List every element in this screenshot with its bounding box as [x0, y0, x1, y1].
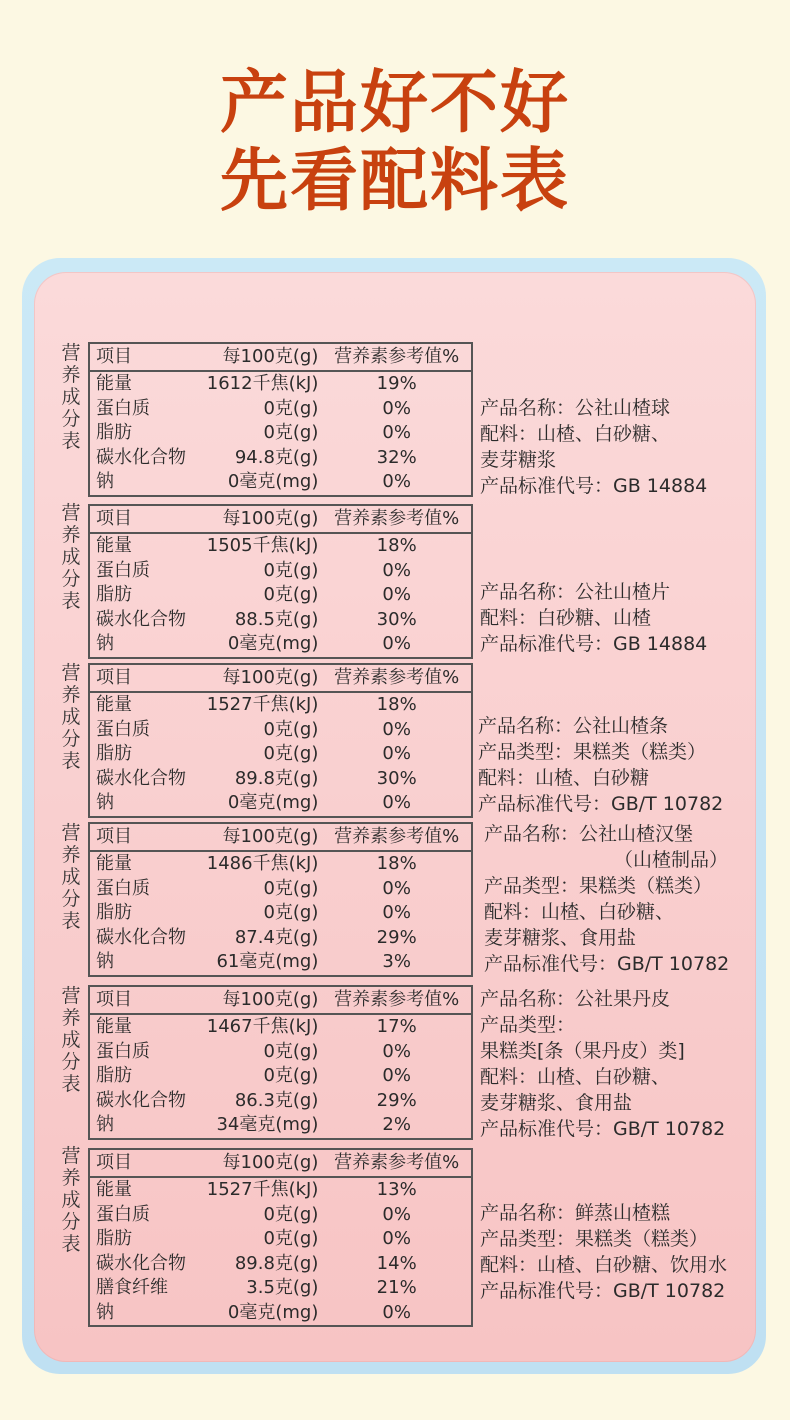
nutrient-name: 脂肪 — [96, 1065, 132, 1087]
nutrient-name: 膳食纤维 — [96, 1277, 168, 1299]
product-info — [480, 1200, 760, 1304]
nutrient-name: 碳水化合物 — [96, 1252, 186, 1274]
nutrient-value: 1527千焦(kJ) — [206, 694, 319, 716]
nutrition-table-label — [58, 502, 84, 612]
nutrition-table — [88, 822, 473, 977]
nutrition-table-label — [58, 662, 84, 772]
nutrient-value: 0克(g) — [263, 559, 319, 581]
product-info-line: 麦芽糖浆、食用盐 — [480, 1092, 633, 1114]
product-info-line: 产品标准代号：GB/T 10782 — [480, 1280, 726, 1302]
nutrient-name: 能量 — [96, 694, 132, 716]
table-row — [89, 692, 472, 718]
nutrition-table-label-char: 分 — [61, 1051, 81, 1073]
product-info-line: 产品类型：果糕类（糕类） — [484, 875, 713, 897]
nutrient-name: 蛋白质 — [96, 1040, 150, 1062]
nutrition-table-label-char: 表 — [61, 910, 81, 932]
header-item: 项目 — [89, 986, 207, 1014]
nutrient-name: 钠 — [96, 1114, 114, 1136]
table-row — [89, 1252, 472, 1277]
product-info-line: 产品名称：公社果丹皮 — [480, 988, 671, 1010]
nutrient-value: 1486千焦(kJ) — [206, 853, 319, 875]
product-info-line: 配料：山楂、白砂糖 — [478, 767, 650, 789]
product-info-line: 产品标准代号：GB/T 10782 — [484, 953, 730, 975]
header-nrv: 营养素参考值% — [322, 1149, 472, 1177]
product-info-line: 产品标准代号：GB 14884 — [480, 475, 708, 497]
header-item: 项目 — [89, 823, 207, 851]
nutrient-name: 脂肪 — [96, 584, 132, 606]
product-info — [484, 821, 764, 977]
nutrient-nrv: 21% — [376, 1277, 417, 1299]
headline-line-1: 产品好不好 — [219, 64, 570, 143]
product-info-line: 果糕类[条（果丹皮）类] — [480, 1040, 685, 1062]
nutrition-table-label — [58, 342, 84, 452]
nutrition-table-label-char: 成 — [61, 866, 81, 888]
nutrition-table-label-char: 营 — [61, 1145, 81, 1167]
nutrition-table-label — [58, 822, 84, 932]
nutrient-nrv: 0% — [382, 1301, 411, 1323]
nutrient-nrv: 29% — [376, 1089, 417, 1111]
nutrient-value: 87.4克(g) — [234, 926, 319, 948]
nutrition-table-label-char: 成 — [61, 1029, 81, 1051]
header-nrv: 营养素参考值% — [322, 986, 472, 1014]
nutrition-table-label-char: 成 — [61, 1189, 81, 1211]
product-info-line: （山楂制品） — [614, 849, 729, 871]
table-row — [89, 1089, 472, 1114]
header-nrv: 营养素参考值% — [322, 664, 472, 692]
table-row — [89, 583, 472, 608]
nutrient-value: 0克(g) — [263, 1228, 319, 1250]
nutrient-value: 0克(g) — [263, 743, 319, 765]
nutrient-nrv: 29% — [376, 926, 417, 948]
nutrient-value: 0毫克(mg) — [227, 471, 319, 493]
nutrient-value: 0克(g) — [263, 397, 319, 419]
table-row — [89, 533, 472, 559]
nutrition-table-label-char: 营 — [61, 342, 81, 364]
nutrition-table-label-char: 营 — [61, 985, 81, 1007]
nutrient-name: 钠 — [96, 471, 114, 493]
nutrient-value: 0克(g) — [263, 1040, 319, 1062]
nutrition-table-label-char: 营 — [61, 502, 81, 524]
table-row — [89, 608, 472, 633]
nutrient-nrv: 18% — [376, 535, 417, 557]
product-info-line: 麦芽糖浆、食用盐 — [484, 927, 637, 949]
product-info-line: 麦芽糖浆 — [480, 449, 557, 471]
product-info — [480, 986, 760, 1142]
header-per100g: 每100克(g) — [207, 664, 323, 692]
nutrient-name: 钠 — [96, 1301, 114, 1323]
header-per100g: 每100克(g) — [207, 986, 323, 1014]
nutrition-table-label-char: 养 — [61, 844, 81, 866]
header-per100g: 每100克(g) — [207, 823, 323, 851]
nutrient-value: 0克(g) — [263, 1065, 319, 1087]
table-row — [89, 559, 472, 584]
table-row — [89, 1014, 472, 1040]
nutrient-name: 脂肪 — [96, 902, 132, 924]
table-row — [89, 632, 472, 658]
product-info-line: 产品标准代号：GB/T 10782 — [478, 793, 724, 815]
product-info-line: 配料：山楂、白砂糖、饮用水 — [480, 1254, 728, 1276]
product-info-line: 产品标准代号：GB/T 10782 — [480, 1118, 726, 1140]
nutrient-nrv: 18% — [376, 853, 417, 875]
nutrition-table-header — [89, 986, 472, 1014]
product-info — [480, 579, 760, 657]
headline-line-2: 先看配料表 — [219, 142, 570, 221]
nutrient-nrv: 30% — [376, 767, 417, 789]
nutrient-value: 0克(g) — [263, 584, 319, 606]
nutrient-name: 蛋白质 — [96, 559, 150, 581]
nutrition-table-label-char: 营 — [61, 822, 81, 844]
nutrition-table-label-char: 分 — [61, 888, 81, 910]
product-info-line: 产品名称：公社山楂片 — [480, 581, 671, 603]
nutrient-value: 1505千焦(kJ) — [206, 535, 319, 557]
nutrient-nrv: 0% — [382, 559, 411, 581]
nutrition-table-label — [58, 985, 84, 1095]
nutrition-table-label-char: 表 — [61, 590, 81, 612]
table-row — [89, 851, 472, 877]
nutrition-table-label-char: 表 — [61, 1233, 81, 1255]
nutrition-table-label-char: 分 — [61, 408, 81, 430]
nutrition-table-label-char: 营 — [61, 662, 81, 684]
product-info-line: 配料：山楂、白砂糖、 — [480, 423, 671, 445]
nutrition-table-label-char: 分 — [61, 728, 81, 750]
nutrient-value: 0克(g) — [263, 422, 319, 444]
nutrition-table-label-char: 成 — [61, 706, 81, 728]
nutrient-value: 86.3克(g) — [234, 1089, 319, 1111]
nutrient-name: 能量 — [96, 1179, 132, 1201]
nutrient-value: 89.8克(g) — [234, 1252, 319, 1274]
header-item: 项目 — [89, 1149, 207, 1177]
table-row — [89, 926, 472, 951]
nutrient-value: 0克(g) — [263, 902, 319, 924]
nutrient-nrv: 13% — [376, 1179, 417, 1201]
header-per100g: 每100克(g) — [207, 1149, 323, 1177]
nutrition-table-header — [89, 823, 472, 851]
product-info-line: 配料：山楂、白砂糖、 — [484, 901, 675, 923]
product-info-line: 产品类型： — [480, 1014, 576, 1036]
header-per100g: 每100克(g) — [207, 343, 323, 371]
nutrient-value: 0毫克(mg) — [227, 792, 319, 814]
nutrition-table-label-char: 分 — [61, 1211, 81, 1233]
nutrient-nrv: 0% — [382, 1228, 411, 1250]
table-row — [89, 1113, 472, 1139]
nutrition-table-label-char: 养 — [61, 524, 81, 546]
table-row — [89, 950, 472, 976]
nutrient-nrv: 0% — [382, 1203, 411, 1225]
nutrient-nrv: 0% — [382, 792, 411, 814]
nutrient-name: 能量 — [96, 853, 132, 875]
table-row — [89, 446, 472, 471]
nutrient-value: 0毫克(mg) — [227, 633, 319, 655]
nutrient-nrv: 0% — [382, 633, 411, 655]
nutrition-table-label-char: 养 — [61, 364, 81, 386]
table-row — [89, 1064, 472, 1089]
nutrient-nrv: 3% — [382, 951, 411, 973]
nutrient-nrv: 0% — [382, 877, 411, 899]
table-row — [89, 371, 472, 397]
nutrition-table-label-char: 表 — [61, 1073, 81, 1095]
table-row — [89, 901, 472, 926]
table-row — [89, 1276, 472, 1301]
nutrient-value: 1527千焦(kJ) — [206, 1179, 319, 1201]
nutrient-name: 碳水化合物 — [96, 767, 186, 789]
product-info-line: 产品名称：公社山楂条 — [478, 715, 669, 737]
nutrient-nrv: 17% — [376, 1016, 417, 1038]
table-row — [89, 791, 472, 817]
nutrient-value: 94.8克(g) — [234, 446, 319, 468]
nutrition-table-label — [58, 1145, 84, 1255]
nutrition-table — [88, 985, 473, 1140]
nutrient-name: 钠 — [96, 633, 114, 655]
product-info — [478, 713, 758, 817]
nutrient-nrv: 0% — [382, 471, 411, 493]
nutrient-name: 蛋白质 — [96, 877, 150, 899]
nutrient-value: 3.5克(g) — [246, 1277, 319, 1299]
header-per100g: 每100克(g) — [207, 505, 323, 533]
nutrient-value: 88.5克(g) — [234, 608, 319, 630]
table-row — [89, 877, 472, 902]
nutrient-nrv: 19% — [376, 373, 417, 395]
nutrient-nrv: 32% — [376, 446, 417, 468]
product-info — [480, 395, 760, 499]
nutrition-table — [88, 1148, 473, 1327]
nutrient-value: 34毫克(mg) — [216, 1114, 319, 1136]
table-row — [89, 421, 472, 446]
nutrient-value: 1467千焦(kJ) — [206, 1016, 319, 1038]
table-row — [89, 1227, 472, 1252]
nutrient-name: 碳水化合物 — [96, 608, 186, 630]
table-row — [89, 397, 472, 422]
product-info-line: 产品标准代号：GB 14884 — [480, 633, 708, 655]
nutrient-name: 碳水化合物 — [96, 1089, 186, 1111]
nutrition-table-label-char: 成 — [61, 546, 81, 568]
nutrient-value: 0克(g) — [263, 718, 319, 740]
header-item: 项目 — [89, 664, 207, 692]
product-info-line: 配料：白砂糖、山楂 — [480, 607, 652, 629]
nutrient-name: 脂肪 — [96, 422, 132, 444]
header-nrv: 营养素参考值% — [322, 823, 472, 851]
nutrition-table-header — [89, 1149, 472, 1177]
nutrient-name: 能量 — [96, 535, 132, 557]
nutrient-nrv: 0% — [382, 743, 411, 765]
nutrient-name: 脂肪 — [96, 743, 132, 765]
nutrient-name: 蛋白质 — [96, 718, 150, 740]
nutrient-nrv: 30% — [376, 608, 417, 630]
table-row — [89, 767, 472, 792]
table-row — [89, 1177, 472, 1203]
nutrition-table — [88, 663, 473, 818]
nutrient-name: 碳水化合物 — [96, 926, 186, 948]
product-info-line: 配料：山楂、白砂糖、 — [480, 1066, 671, 1088]
nutrition-table-label-char: 养 — [61, 684, 81, 706]
product-info-line: 产品名称：鲜蒸山楂糕 — [480, 1202, 671, 1224]
table-row — [89, 718, 472, 743]
nutrition-table-label-char: 养 — [61, 1167, 81, 1189]
header-item: 项目 — [89, 343, 207, 371]
table-row — [89, 1040, 472, 1065]
nutrient-value: 89.8克(g) — [234, 767, 319, 789]
product-info-line: 产品类型：果糕类（糕类） — [478, 741, 707, 763]
nutrient-value: 1612千焦(kJ) — [206, 373, 319, 395]
nutrition-table — [88, 504, 473, 659]
nutrition-table-label-char: 成 — [61, 386, 81, 408]
nutrient-nrv: 2% — [382, 1114, 411, 1136]
product-info-line: 产品名称：公社山楂汉堡 — [484, 823, 694, 845]
nutrient-nrv: 18% — [376, 694, 417, 716]
nutrient-value: 61毫克(mg) — [216, 951, 319, 973]
nutrient-value: 0克(g) — [263, 877, 319, 899]
product-info-line: 产品类型：果糕类（糕类） — [480, 1228, 709, 1250]
nutrient-nrv: 0% — [382, 584, 411, 606]
nutrient-name: 能量 — [96, 373, 132, 395]
header-nrv: 营养素参考值% — [322, 505, 472, 533]
nutrient-name: 蛋白质 — [96, 1203, 150, 1225]
nutrition-table-header — [89, 664, 472, 692]
nutrition-table — [88, 342, 473, 497]
nutrient-name: 钠 — [96, 951, 114, 973]
nutrient-name: 蛋白质 — [96, 397, 150, 419]
nutrient-nrv: 0% — [382, 1040, 411, 1062]
nutrition-table-header — [89, 505, 472, 533]
nutrient-nrv: 14% — [376, 1252, 417, 1274]
nutrient-name: 能量 — [96, 1016, 132, 1038]
table-row — [89, 742, 472, 767]
product-info-line: 产品名称：公社山楂球 — [480, 397, 671, 419]
header-nrv: 营养素参考值% — [322, 343, 472, 371]
nutrient-name: 脂肪 — [96, 1228, 132, 1250]
nutrient-value: 0毫克(mg) — [227, 1301, 319, 1323]
header-item: 项目 — [89, 505, 207, 533]
nutrient-name: 碳水化合物 — [96, 446, 186, 468]
nutrition-table-label-char: 表 — [61, 430, 81, 452]
nutrition-table-header — [89, 343, 472, 371]
table-row — [89, 1301, 472, 1327]
nutrition-table-label-char: 分 — [61, 568, 81, 590]
nutrient-nrv: 0% — [382, 1065, 411, 1087]
nutrient-nrv: 0% — [382, 718, 411, 740]
nutrient-value: 0克(g) — [263, 1203, 319, 1225]
nutrient-nrv: 0% — [382, 397, 411, 419]
nutrient-nrv: 0% — [382, 422, 411, 444]
table-row — [89, 1203, 472, 1228]
nutrition-table-label-char: 表 — [61, 750, 81, 772]
table-row — [89, 470, 472, 496]
nutrient-name: 钠 — [96, 792, 114, 814]
nutrient-nrv: 0% — [382, 902, 411, 924]
nutrition-table-label-char: 养 — [61, 1007, 81, 1029]
